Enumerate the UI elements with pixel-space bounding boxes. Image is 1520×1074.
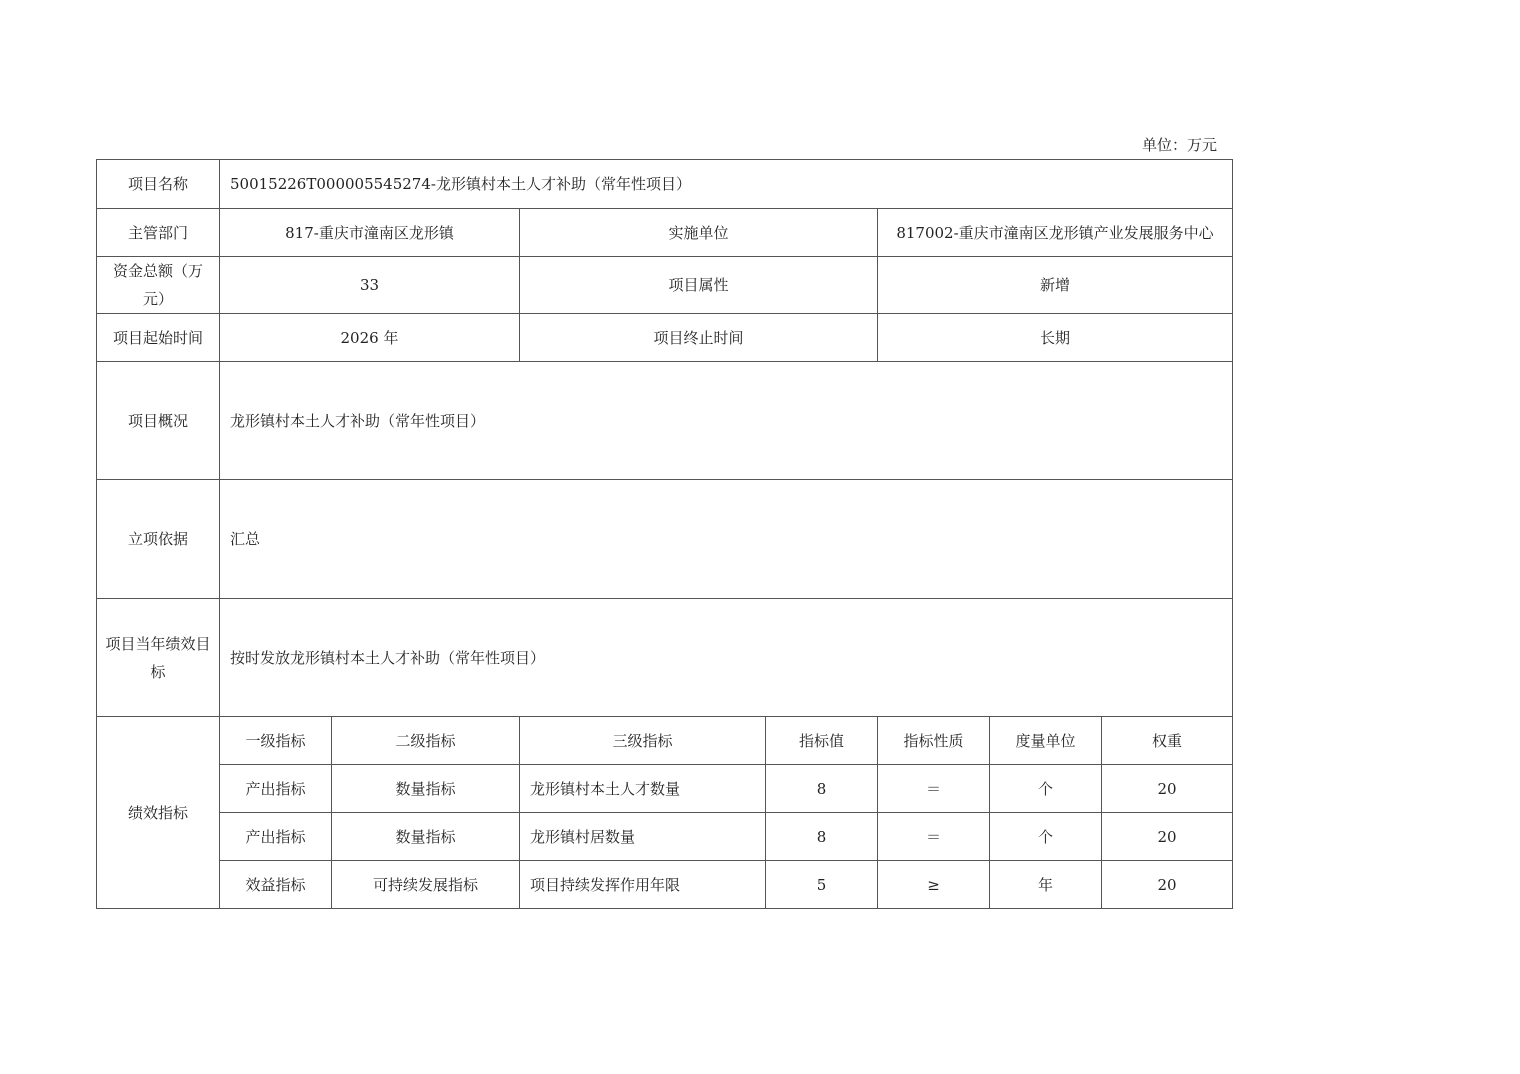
attribute-label: 项目属性 xyxy=(520,257,878,314)
overview-value: 龙形镇村本土人才补助（常年性项目） xyxy=(220,362,1233,480)
indicator-cell: 个 xyxy=(990,765,1102,813)
attribute-value: 新增 xyxy=(878,257,1233,314)
indicator-cell: 效益指标 xyxy=(220,861,332,909)
indicator-cell: 20 xyxy=(1102,765,1233,813)
indicator-cell: 数量指标 xyxy=(332,765,520,813)
start-time-label: 项目起始时间 xyxy=(97,314,220,362)
indicator-row xyxy=(97,765,1233,813)
row-department xyxy=(97,209,1233,257)
project-name-value: 50015226T000005545274-龙形镇村本土人才补助（常年性项目） xyxy=(220,160,1233,209)
indicator-cell: 龙形镇村本土人才数量 xyxy=(520,765,766,813)
indicator-header: 指标性质 xyxy=(878,717,990,765)
end-time-value: 长期 xyxy=(878,314,1233,362)
indicator-cell: 数量指标 xyxy=(332,813,520,861)
indicator-cell: 产出指标 xyxy=(220,765,332,813)
indicator-cell: 项目持续发挥作用年限 xyxy=(520,861,766,909)
row-basis xyxy=(97,480,1233,599)
indicator-cell: 20 xyxy=(1102,861,1233,909)
indicator-cell: 可持续发展指标 xyxy=(332,861,520,909)
indicator-header: 一级指标 xyxy=(220,717,332,765)
implementer-label: 实施单位 xyxy=(520,209,878,257)
implementer-value: 817002-重庆市潼南区龙形镇产业发展服务中心 xyxy=(878,209,1233,257)
indicator-cell: 个 xyxy=(990,813,1102,861)
row-overview xyxy=(97,362,1233,480)
row-funds xyxy=(97,257,1233,314)
department-value: 817-重庆市潼南区龙形镇 xyxy=(220,209,520,257)
indicator-header-row xyxy=(97,717,1233,765)
goal-value: 按时发放龙形镇村本土人才补助（常年性项目） xyxy=(220,599,1233,717)
indicator-row xyxy=(97,861,1233,909)
total-funds-value: 33 xyxy=(220,257,520,314)
basis-value: 汇总 xyxy=(220,480,1233,599)
indicator-header: 三级指标 xyxy=(520,717,766,765)
unit-label: 单位：万元 xyxy=(1142,136,1218,154)
indicator-row xyxy=(97,813,1233,861)
indicator-header: 指标值 xyxy=(766,717,878,765)
project-name-label: 项目名称 xyxy=(97,160,220,209)
department-label: 主管部门 xyxy=(97,209,220,257)
basis-label: 立项依据 xyxy=(97,480,220,599)
row-goal xyxy=(97,599,1233,717)
project-performance-table xyxy=(96,159,1233,909)
goal-label: 项目当年绩效目标 xyxy=(97,599,220,717)
indicator-header: 度量单位 xyxy=(990,717,1102,765)
end-time-label: 项目终止时间 xyxy=(520,314,878,362)
indicator-cell: 8 xyxy=(766,813,878,861)
indicator-cell: 20 xyxy=(1102,813,1233,861)
overview-label: 项目概况 xyxy=(97,362,220,480)
indicator-cell: 8 xyxy=(766,765,878,813)
total-funds-label: 资金总额（万元） xyxy=(97,257,220,314)
indicator-cell: 年 xyxy=(990,861,1102,909)
indicator-cell: 5 xyxy=(766,861,878,909)
indicator-cell: 龙形镇村居数量 xyxy=(520,813,766,861)
indicator-cell: 产出指标 xyxy=(220,813,332,861)
indicators-label: 绩效指标 xyxy=(97,717,220,909)
indicator-header: 权重 xyxy=(1102,717,1233,765)
start-time-value: 2026 年 xyxy=(220,314,520,362)
indicator-header: 二级指标 xyxy=(332,717,520,765)
row-project-name xyxy=(97,160,1233,209)
indicator-cell: ＝ xyxy=(878,813,990,861)
row-time xyxy=(97,314,1233,362)
indicator-cell: ≥ xyxy=(878,861,990,909)
indicator-cell: ＝ xyxy=(878,765,990,813)
